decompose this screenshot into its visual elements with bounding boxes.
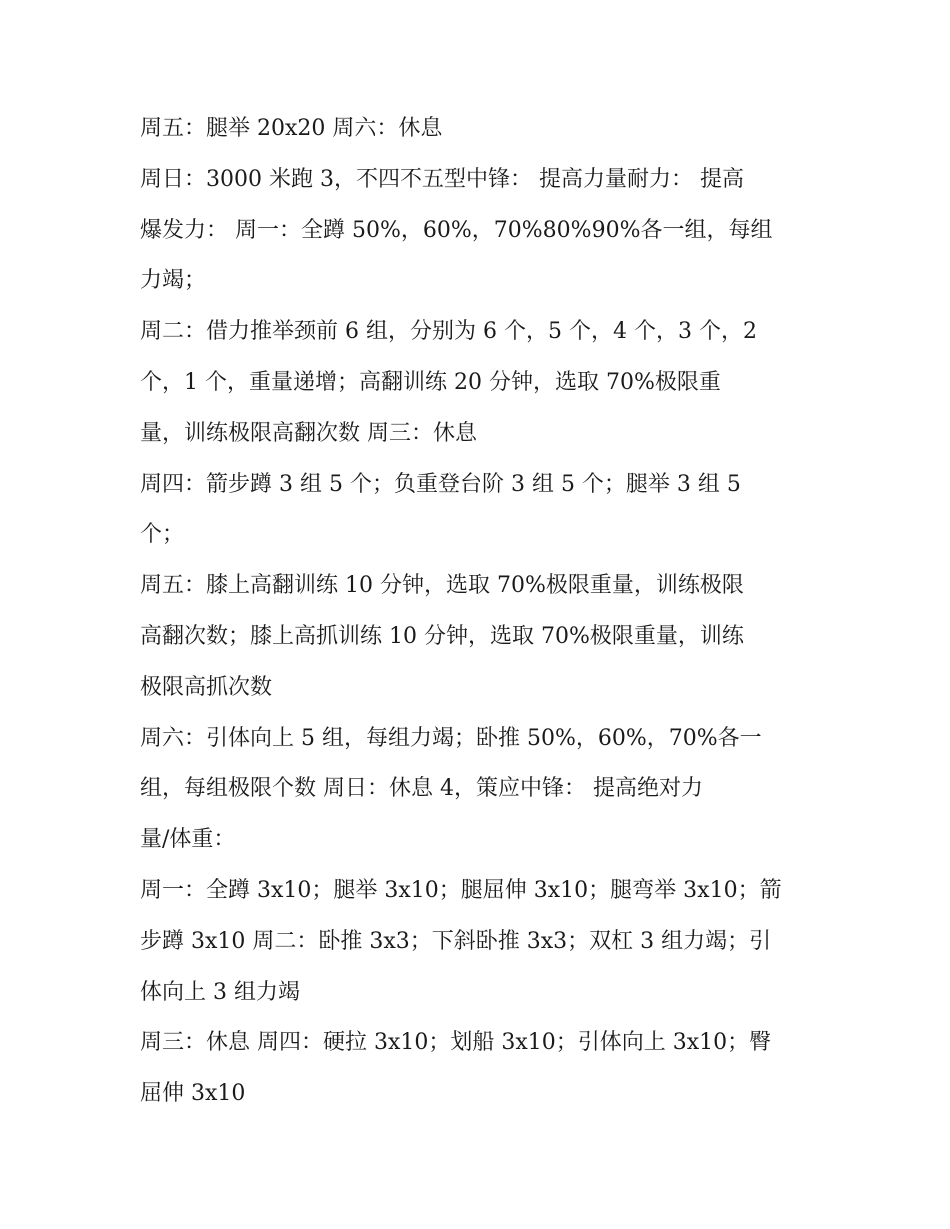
text-line: 组，每组极限个数 周日：休息 4，策应中锋： 提高绝对力 (140, 776, 703, 802)
text-line: 屈伸 3x10 (140, 1081, 246, 1107)
text-line: 周一：全蹲 3x10；腿举 3x10；腿屈伸 3x10；腿弯举 3x10；箭 (140, 877, 782, 903)
text-line: 步蹲 3x10 周二：卧推 3x3；下斜卧推 3x3；双杠 3 组力竭；引 (140, 928, 772, 954)
text-line: 极限高抓次数 (140, 674, 273, 700)
text-line: 力竭； (140, 268, 207, 294)
text-line: 周日：3000 米跑 3，不四不五型中锋： 提高力量耐力： 提高 (140, 166, 744, 192)
text-line: 体向上 3 组力竭 (140, 979, 300, 1005)
text-line: 高翻次数；膝上高抓训练 10 分钟，选取 70%极限重量，训练 (140, 623, 744, 649)
text-line: 周四：箭步蹲 3 组 5 个；负重登台阶 3 组 5 个；腿举 3 组 5 (140, 471, 741, 497)
text-line: 周六：引体向上 5 组，每组力竭；卧推 50%，60%，70%各一 (140, 725, 762, 751)
text-line: 周二：借力推举颈前 6 组，分别为 6 个，5 个，4 个，3 个，2 (140, 319, 757, 345)
body-text (140, 104, 820, 1120)
text-line: 周五：膝上高翻训练 10 分钟，选取 70%极限重量，训练极限 (140, 573, 744, 599)
text-line: 量/体重： (140, 827, 236, 853)
text-line: 周五：腿举 20x20 周六：休息 (140, 116, 443, 141)
text-line: 爆发力： 周一：全蹲 50%，60%，70%80%90%各一组，每组 (140, 217, 773, 243)
text-line: 个，1 个，重量递增；高翻训练 20 分钟，选取 70%极限重 (140, 369, 721, 395)
text-line: 量，训练极限高翻次数 周三：休息 (140, 420, 477, 446)
text-line: 周三：休息 周四：硬拉 3x10；划船 3x10；引体向上 3x10；臀 (140, 1030, 772, 1056)
text-line: 个； (140, 522, 185, 548)
